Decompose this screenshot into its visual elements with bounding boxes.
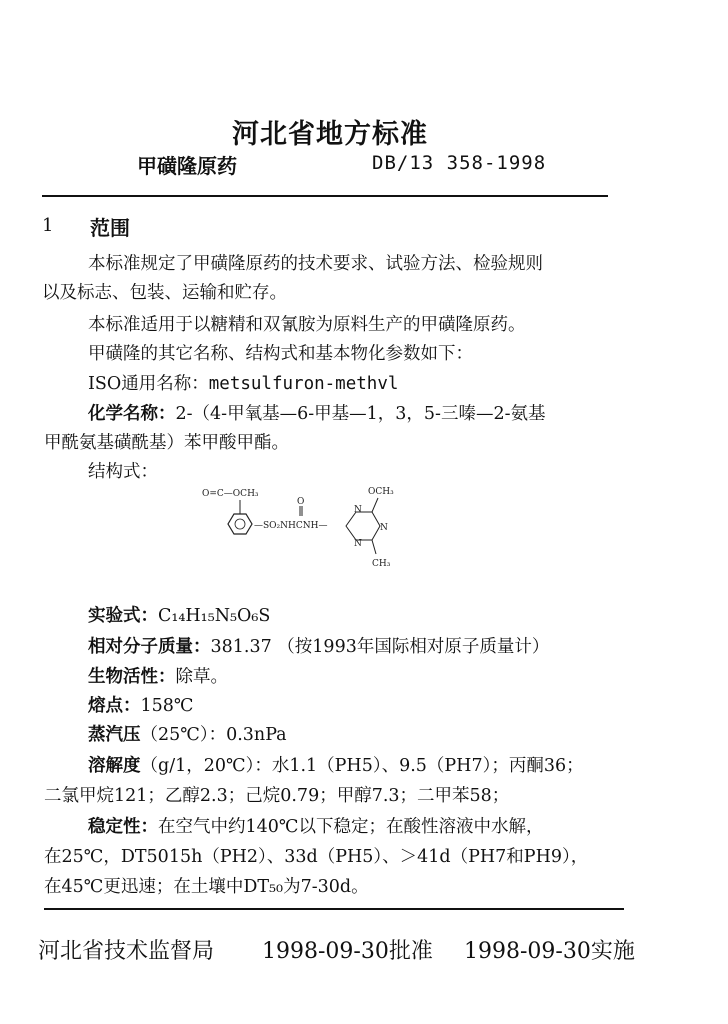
solubility-value-line-1: （g/1，20℃）：水1.1（PH5）、9.5（PH7）；丙酮36； xyxy=(140,756,584,776)
bioactivity-label: 生物活性： xyxy=(88,667,176,687)
vapor-pressure-row xyxy=(88,721,287,746)
header-divider xyxy=(42,195,608,197)
molecular-weight-label: 相对分子质量： xyxy=(88,637,211,657)
chemical-name-row xyxy=(88,400,546,425)
formula-value: C₁₄H₁₅N₅O₆S xyxy=(158,606,271,626)
applicability-paragraph: 本标准适用于以糖精和双氰胺为原料生产的甲磺隆原药。 xyxy=(88,315,526,335)
structure-ester-group: O=C—OCH₃ xyxy=(202,489,259,499)
params-intro: 甲磺隆的其它名称、结构式和基本物化参数如下： xyxy=(88,344,473,364)
scope-paragraph-line-1: 本标准规定了甲磺隆原药的技术要求、试验方法、检验规则 xyxy=(88,254,543,274)
solubility-label: 溶解度 xyxy=(88,756,141,776)
triazine-ring xyxy=(346,512,380,540)
vapor-pressure-value: （25℃）：0.3nPa xyxy=(140,725,287,745)
molecular-weight-row xyxy=(88,633,549,658)
iso-name-label: ISO通用名称： xyxy=(88,374,209,394)
structure-carbonyl-oxygen: O xyxy=(297,497,305,507)
melting-point-row xyxy=(88,692,193,717)
structure-label: 结构式： xyxy=(88,462,158,482)
scope-paragraph-line-2: 以及标志、包装、运输和贮存。 xyxy=(42,283,287,303)
vapor-pressure-label: 蒸汽压 xyxy=(88,725,141,745)
structure-sulfonylurea-chain: —SO₂NHCNH— xyxy=(254,521,328,531)
bioactivity-value: 除草。 xyxy=(175,667,228,687)
formula-label: 实验式： xyxy=(88,606,158,626)
solubility-value-line-2: 二氯甲烷121；乙醇2.3；己烷0.79；甲醇7.3；二甲苯58； xyxy=(44,786,510,806)
bioactivity-row xyxy=(88,663,228,688)
structural-formula xyxy=(196,482,426,574)
benzene-ring xyxy=(228,514,252,534)
iso-name-row xyxy=(88,370,398,395)
stability-value-line-1: 在空气中约140℃以下稳定；在酸性溶液中水解， xyxy=(158,817,544,837)
stability-value-line-3: 在45℃更迅速；在土壤中DT₅₀为7-30d。 xyxy=(44,877,369,897)
melting-point-label: 熔点： xyxy=(88,696,141,716)
triazine-n-3: N xyxy=(354,539,362,549)
formula-row xyxy=(88,602,270,627)
triazine-n-2: N xyxy=(380,523,388,533)
stability-row xyxy=(88,813,543,838)
molecular-weight-value: 381.37 （按1993年国际相对原子质量计） xyxy=(210,637,550,657)
iso-name-value: metsulfuron-methvl xyxy=(208,374,399,394)
stability-value-line-2: 在25℃，DT5015h（PH2）、33d（PH5）、＞41d（PH7和PH9）， xyxy=(44,847,589,867)
standard-code: DB/13 358-1998 xyxy=(372,152,547,174)
stability-label: 稳定性： xyxy=(88,817,158,837)
product-name: 甲磺隆原药 xyxy=(137,154,237,178)
chemical-name-value-line-1: 2-（4-甲氧基—6-甲基—1，3，5-三嗪—2-氨基 xyxy=(175,404,546,424)
footer-implementation-date: 1998-09-30实施 xyxy=(464,939,635,964)
chemical-name-label: 化学名称： xyxy=(88,404,176,424)
footer-approval-date: 1998-09-30批准 xyxy=(262,939,433,964)
section-title: 范围 xyxy=(90,216,130,240)
triazine-n-1: N xyxy=(354,505,362,515)
section-number: 1 xyxy=(42,215,54,236)
melting-point-value: 158℃ xyxy=(140,696,194,716)
solubility-row xyxy=(88,752,584,777)
chemical-name-value-line-2: 甲酰氨基磺酰基）苯甲酸甲酯。 xyxy=(44,433,289,453)
standard-title: 河北省地方标准 xyxy=(232,119,428,150)
footer-divider xyxy=(44,908,624,910)
structure-methyl: CH₃ xyxy=(372,559,391,569)
footer-organization: 河北省技术监督局 xyxy=(38,939,215,964)
structure-methoxy: OCH₃ xyxy=(368,487,394,497)
